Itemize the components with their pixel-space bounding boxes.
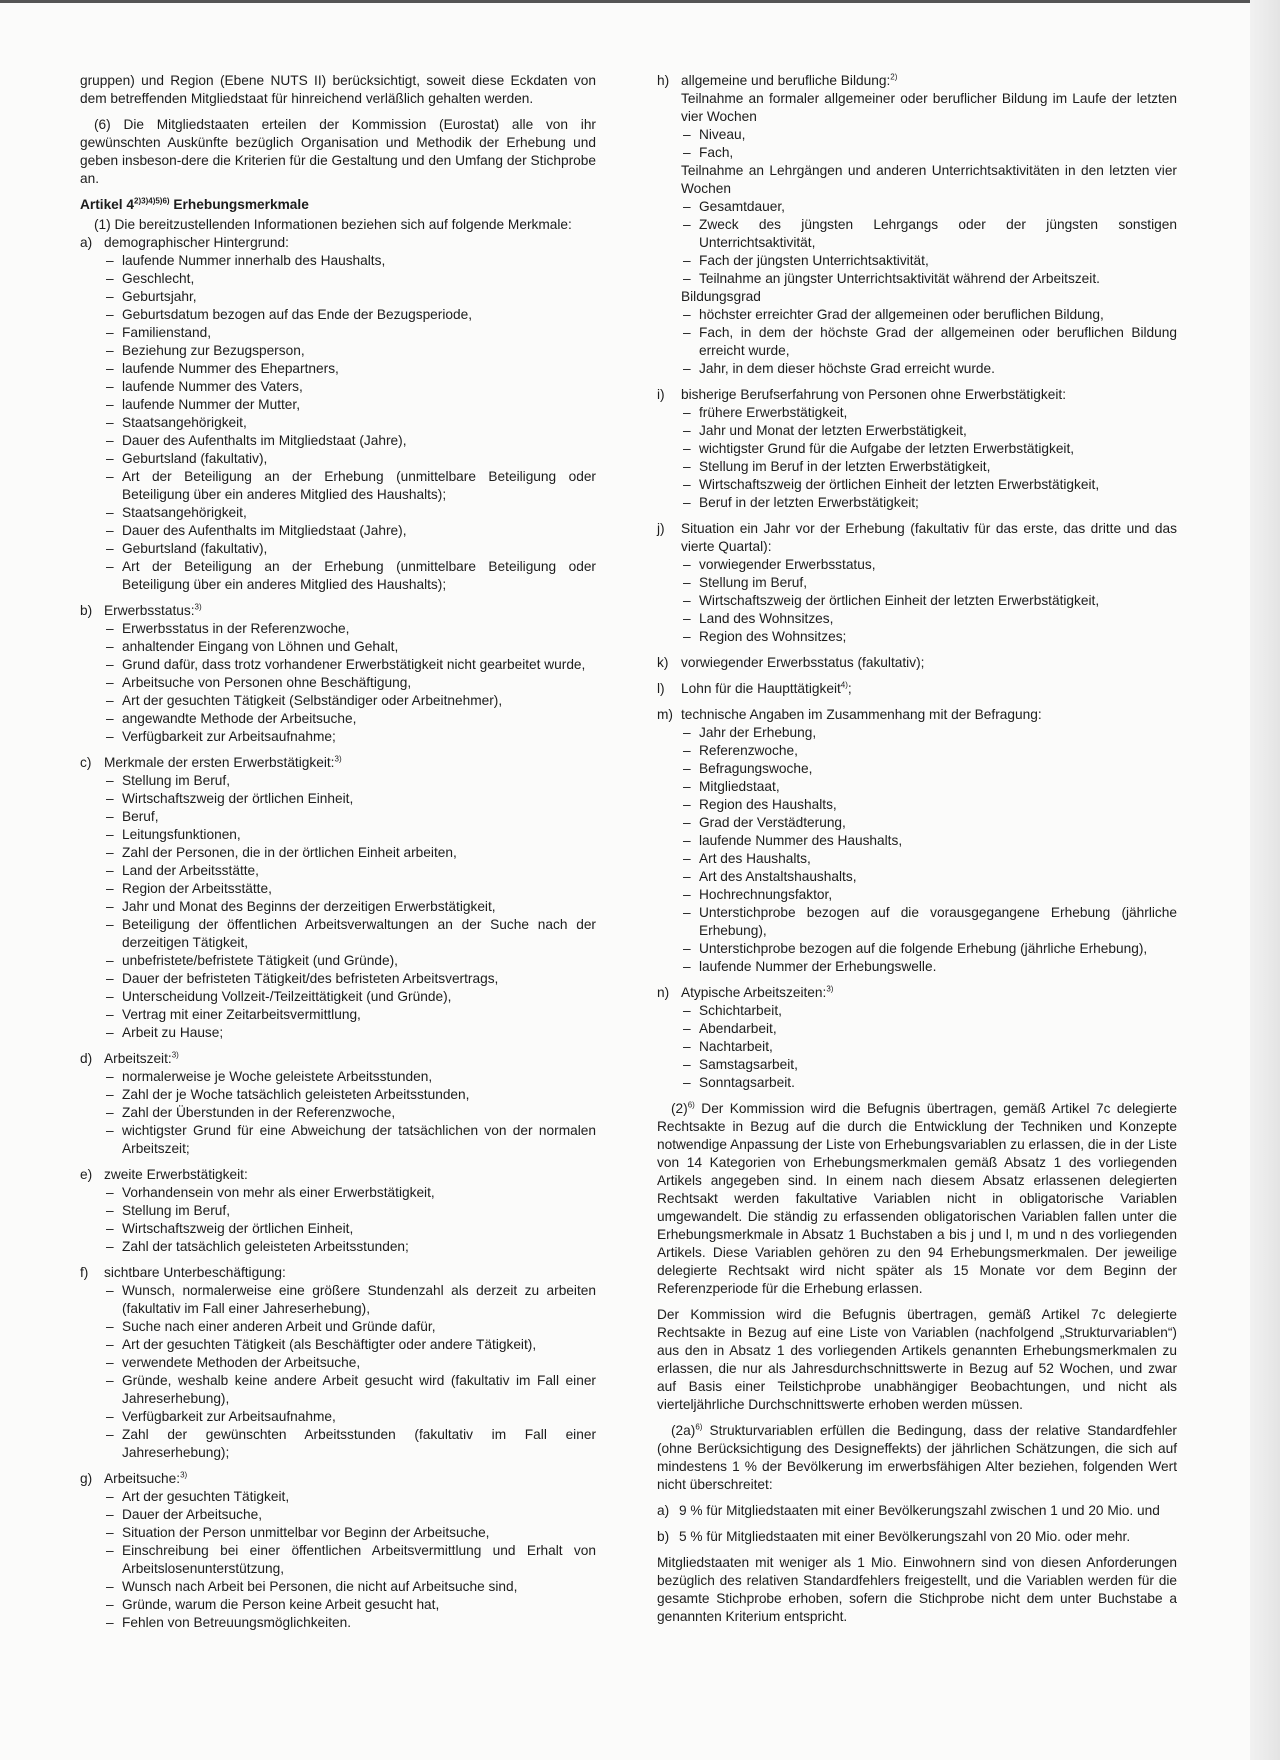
dash-list [681, 556, 1177, 646]
footnote-ref: 3) [334, 754, 342, 764]
dash-list [104, 1282, 596, 1462]
item-title-text: Atypische Arbeitszeiten: [681, 985, 827, 1000]
item-title-text: Situation ein Jahr vor der Erhebung (fakultativ für das erste, das dritte und das vierte Quartal): [681, 521, 1177, 554]
item-title [681, 72, 1177, 90]
list-item: – Zahl der gewünschten Arbeitsstunden (fakultativ im Fall einer Jahreserhebung); [104, 1426, 596, 1462]
list-item: – Art der Beteiligung an der Erhebung (unmittelbare Beteiligung oder Beteiligung über ein anderes Mitglied des Haushalts); [104, 558, 596, 594]
item-title [681, 386, 1177, 404]
item-title-text: Arbeitsuche: [104, 1471, 181, 1486]
item-title [681, 520, 1177, 556]
list-item: – Grund dafür, dass trotz vorhandener Erwerbstätigkeit nicht gearbeitet wurde, [104, 656, 596, 674]
list-item: – Art der gesuchten Tätigkeit (als Beschäftigter oder andere Tätigkeit), [104, 1336, 596, 1354]
item-title [681, 706, 1177, 724]
item-marker: e) [80, 1167, 93, 1182]
list-item: – Dauer der befristeten Tätigkeit/des befristeten Arbeitsvertrags, [104, 970, 596, 988]
condition-a [657, 1502, 1177, 1520]
list-item: – Fach, in dem der höchste Grad der allgemeinen oder beruflichen Bildung erreicht wurde, [681, 324, 1177, 360]
list-item: – Wunsch nach Arbeit bei Personen, die nicht auf Arbeitsuche sind, [104, 1578, 596, 1596]
right-column [657, 72, 1177, 1634]
item-marker: f) [80, 1265, 89, 1280]
list-item: – Unterstichprobe bezogen auf die vorausgegangene Erhebung (jährliche Erhebung), [681, 904, 1177, 940]
list-item: – verwendete Methoden der Arbeitsuche, [104, 1354, 596, 1372]
list-item: – Unterscheidung Vollzeit-/Teilzeittätigkeit (und Gründe), [104, 988, 596, 1006]
footnote-ref: 3) [180, 1470, 188, 1480]
list-item: – Stellung im Beruf, [681, 574, 1177, 592]
item-i [657, 386, 1177, 512]
scan-top-edge [0, 0, 1280, 3]
list-item: – Vorhandensein von mehr als einer Erwerbstätigkeit, [104, 1184, 596, 1202]
item-title [104, 1470, 596, 1488]
footnote-ref: 6) [687, 1100, 695, 1110]
paragraph-2 [657, 1100, 1177, 1298]
item-title-text: demographischer Hintergrund: [104, 235, 289, 250]
item-e [80, 1166, 596, 1256]
dash-list [104, 1488, 596, 1632]
list-item: – Abendarbeit, [681, 1020, 1177, 1038]
footnote-ref: 3) [826, 984, 834, 994]
article-footnotes: 2)3)4)5)6) [134, 196, 170, 206]
list-item: – Verfügbarkeit zur Arbeitsaufnahme, [104, 1408, 596, 1426]
item-l [657, 680, 1177, 698]
item-title [104, 602, 596, 620]
list-item: – Wirtschaftszweig der örtlichen Einheit, [104, 1220, 596, 1238]
list-item: – Stellung im Beruf, [104, 772, 596, 790]
list-item: – Fach, [681, 144, 1177, 162]
list-item: – Gesamtdauer, [681, 198, 1177, 216]
list-item: – Jahr und Monat des Beginns der derzeitigen Erwerbstätigkeit, [104, 898, 596, 916]
list-item: – Zahl der je Woche tatsächlich geleisteten Arbeitsstunden, [104, 1086, 596, 1104]
list-item: – Gründe, weshalb keine andere Arbeit gesucht wird (fakultativ im Fall einer Jahreserhebung), [104, 1372, 596, 1408]
footnote-ref: 4) [840, 680, 848, 690]
list-item: – Verfügbarkeit zur Arbeitsaufnahme; [104, 728, 596, 746]
item-title-text: bisherige Berufserfahrung von Personen ohne Erwerbstätigkeit: [681, 387, 1066, 402]
right-item-list [657, 386, 1177, 1092]
list-item: – unbefristete/befristete Tätigkeit (und Gründe), [104, 952, 596, 970]
list-item: – Unterstichprobe bezogen auf die folgende Erhebung (jährliche Erhebung), [681, 940, 1177, 958]
item-marker: b) [657, 1529, 670, 1544]
list-item: – Beruf in der letzten Erwerbstätigkeit; [681, 494, 1177, 512]
item-marker: m) [657, 707, 673, 722]
list-item: – Jahr, in dem dieser höchste Grad erreicht wurde. [681, 360, 1177, 378]
list-item: – Land der Arbeitsstätte, [104, 862, 596, 880]
list-item: – Gründe, warum die Person keine Arbeit gesucht hat, [104, 1596, 596, 1614]
list-item: – Region des Wohnsitzes; [681, 628, 1177, 646]
item-marker: g) [80, 1471, 93, 1486]
subheading: Teilnahme an formaler allgemeiner oder beruflicher Bildung im Laufe der letzten vier Wochen [681, 91, 1177, 124]
item-marker: n) [657, 985, 670, 1000]
list-item: – Suche nach einer anderen Arbeit und Gründe dafür, [104, 1318, 596, 1336]
list-item: – Staatsangehörigkeit, [104, 414, 596, 432]
list-item: – Dauer des Aufenthalts im Mitgliedstaat (Jahre), [104, 522, 596, 540]
list-item: – Stellung im Beruf in der letzten Erwerbstätigkeit, [681, 458, 1177, 476]
paragraph-number: (2) [671, 1101, 688, 1116]
item-k [657, 654, 1177, 672]
list-item: – laufende Nummer innerhalb des Haushalts, [104, 252, 596, 270]
item-marker: d) [80, 1051, 93, 1066]
dash-list [104, 772, 596, 1042]
item-marker: k) [657, 655, 669, 670]
list-item: – Samstagsarbeit, [681, 1056, 1177, 1074]
footnote-ref: 3) [194, 602, 202, 612]
list-item: – Art der gesuchten Tätigkeit (Selbständiger oder Arbeitnehmer), [104, 692, 596, 710]
list-item: – wichtigster Grund für eine Abweichung der tatsächlichen von der normalen Arbeitszeit; [104, 1122, 596, 1158]
list-item: – Land des Wohnsitzes, [681, 610, 1177, 628]
list-item: – Fach der jüngsten Unterrichtsaktivität, [681, 252, 1177, 270]
item-b [80, 602, 596, 746]
list-item: – Mitgliedstaat, [681, 778, 1177, 796]
list-item: – Teilnahme an jüngster Unterrichtsaktivität während der Arbeitszeit. [681, 270, 1177, 288]
article-number: Artikel 4 [80, 197, 135, 212]
list-item: – Dauer des Aufenthalts im Mitgliedstaat (Jahre), [104, 432, 596, 450]
list-item: – Befragungswoche, [681, 760, 1177, 778]
final-paragraph: Mitgliedstaaten mit weniger als 1 Mio. Einwohnern sind von diesen Anforderungen bezüglich des relativen Standardfehlers freigestellt, und die Variablen werden für die gesamte Stichprobe erhoben, sofern die Stichprobe nicht dem unter Buchstabe a genannten Kriterium entspricht. [657, 1555, 1177, 1624]
item-title-text: sichtbare Unterbeschäftigung: [104, 1265, 286, 1280]
item-marker: c) [80, 755, 92, 770]
list-item: – Region der Arbeitsstätte, [104, 880, 596, 898]
left-item-list [80, 234, 596, 1632]
list-item: – Vertrag mit einer Zeitarbeitsvermittlung, [104, 1006, 596, 1024]
list-item: – angewandte Methode der Arbeitsuche, [104, 710, 596, 728]
item-m [657, 706, 1177, 976]
list-item: – Zahl der tatsächlich geleisteten Arbeitsstunden; [104, 1238, 596, 1256]
item-title [681, 654, 1177, 672]
dash-list [681, 724, 1177, 976]
dash-list [104, 1184, 596, 1256]
intro-paragraph: gruppen) und Region (Ebene NUTS II) berücksichtigt, soweit diese Eckdaten von dem betreffenden Mitgliedstaat für hinreichend verläßlich gehalten werden. [80, 73, 596, 106]
list-item: – Art des Haushalts, [681, 850, 1177, 868]
list-item: – Grad der Verstädterung, [681, 814, 1177, 832]
list-item: – Fehlen von Betreuungsmöglichkeiten. [104, 1614, 596, 1632]
list-item: – laufende Nummer des Ehepartners, [104, 360, 596, 378]
item-g [80, 1470, 596, 1632]
list-item: – Dauer der Arbeitsuche, [104, 1506, 596, 1524]
item-title-text: Merkmale der ersten Erwerbstätigkeit: [104, 755, 335, 770]
dash-list [681, 1002, 1177, 1092]
paragraph-1: (1) Die bereitzustellenden Informationen beziehen sich auf folgende Merkmale: [94, 217, 572, 232]
item-title [104, 1050, 596, 1068]
paragraph-text: Strukturvariablen erfüllen die Bedingung, dass der relative Standardfehler (ohne Berücksichtigung des Designeffekts) der jährlichen Schätzungen, die sich auf mindestens 1 % der Bevölkerung im erwerbsfähigen Alter beziehen, folgenden Wert nicht überschreitet: [657, 1423, 1177, 1492]
list-item: – normalerweise je Woche geleistete Arbeitsstunden, [104, 1068, 596, 1086]
list-item: – Wirtschaftszweig der örtlichen Einheit der letzten Erwerbstätigkeit, [681, 476, 1177, 494]
article-title: Erhebungsmerkmale [173, 197, 309, 212]
list-item: – laufende Nummer der Erhebungswelle. [681, 958, 1177, 976]
list-item: – Art des Anstaltshaushalts, [681, 868, 1177, 886]
item-title-text: allgemeine und berufliche Bildung: [681, 73, 891, 88]
list-item: – Jahr der Erhebung, [681, 724, 1177, 742]
list-item: – Beziehung zur Bezugsperson, [104, 342, 596, 360]
left-column [80, 72, 596, 1640]
item-d [80, 1050, 596, 1158]
subheading: Bildungsgrad [681, 289, 761, 304]
list-item: – Leitungsfunktionen, [104, 826, 596, 844]
item-marker: a) [657, 1503, 670, 1518]
list-item: – Einschreibung bei einer öffentlichen Arbeitsvermittlung und Erhalt von Arbeitslosenunterstützung, [104, 1542, 596, 1578]
list-item: – Beruf, [104, 808, 596, 826]
item-title-text: Arbeitszeit: [104, 1051, 172, 1066]
list-item: – Wirtschaftszweig der örtlichen Einheit der letzten Erwerbstätigkeit, [681, 592, 1177, 610]
item-title [681, 984, 1177, 1002]
list-item: – wichtigster Grund für die Aufgabe der letzten Erwerbstätigkeit, [681, 440, 1177, 458]
item-c [80, 754, 596, 1042]
list-item: – Staatsangehörigkeit, [104, 504, 596, 522]
dash-list [104, 1068, 596, 1158]
item-title [104, 1166, 596, 1184]
item-h [657, 72, 1177, 378]
subheading: Teilnahme an Lehrgängen und anderen Unterrichtsaktivitäten in den letzten vier Wochen [681, 163, 1177, 196]
list-item: – Erwerbsstatus in der Referenzwoche, [104, 620, 596, 638]
list-item: – Geburtsland (fakultativ), [104, 540, 596, 558]
item-marker: a) [80, 235, 93, 250]
item-marker: h) [657, 73, 670, 88]
item-marker: j) [657, 521, 665, 536]
item-a [80, 234, 596, 594]
paragraph-6: (6) Die Mitgliedstaaten erteilen der Kommission (Eurostat) alle von ihr gewünschten Auskünfte bezüglich Organisation und Methodik der Erhebung und geben insbeson-dere die Kriterien für die Gestaltung und den Umfang der Stichprobe an. [80, 117, 596, 186]
dash-list [681, 306, 1177, 378]
dash-list [104, 252, 596, 594]
list-item: – Wunsch, normalerweise eine größere Stundenzahl als derzeit zu arbeiten (fakultativ im Fall einer Jahreserhebung), [104, 1282, 596, 1318]
paragraph-number: (2a) [671, 1423, 696, 1438]
list-item: – Arbeit zu Hause; [104, 1024, 596, 1042]
list-item: – Nachtarbeit, [681, 1038, 1177, 1056]
item-marker: b) [80, 603, 93, 618]
scan-right-edge [1250, 0, 1280, 1760]
dash-list [681, 126, 1177, 162]
dash-list [681, 198, 1177, 288]
list-item: – Region des Haushalts, [681, 796, 1177, 814]
list-item: – Beteiligung der öffentlichen Arbeitsverwaltungen an der Suche nach der derzeitigen Tätigkeit, [104, 916, 596, 952]
item-title-text: Lohn für die Haupttätigkeit [681, 681, 841, 696]
list-item: – Wirtschaftszweig der örtlichen Einheit, [104, 790, 596, 808]
list-item: – Zahl der Personen, die in der örtlichen Einheit arbeiten, [104, 844, 596, 862]
list-item: – Geburtsjahr, [104, 288, 596, 306]
footnote-ref: 3) [171, 1050, 179, 1060]
item-title [681, 680, 1177, 698]
list-item: – höchster erreichter Grad der allgemeinen oder beruflichen Bildung, [681, 306, 1177, 324]
list-item: – Familienstand, [104, 324, 596, 342]
item-title [104, 1264, 596, 1282]
list-item: – Arbeitsuche von Personen ohne Beschäftigung, [104, 674, 596, 692]
footnote-ref: 2) [890, 72, 898, 82]
list-item: – Sonntagsarbeit. [681, 1074, 1177, 1092]
list-item: – Zweck des jüngsten Lehrgangs oder der jüngsten sonstigen Unterrichtsaktivität, [681, 216, 1177, 252]
list-item: – anhaltender Eingang von Löhnen und Gehalt, [104, 638, 596, 656]
dash-list [681, 404, 1177, 512]
footnote-ref: 6) [695, 1422, 703, 1432]
item-title [104, 234, 596, 252]
item-n [657, 984, 1177, 1092]
item-title-text: zweite Erwerbstätigkeit: [104, 1167, 248, 1182]
list-item: – Situation der Person unmittelbar vor Beginn der Arbeitsuche, [104, 1524, 596, 1542]
dash-list [104, 620, 596, 746]
list-item: – Zahl der Überstunden in der Referenzwoche, [104, 1104, 596, 1122]
list-item: – Art der Beteiligung an der Erhebung (unmittelbare Beteiligung oder Beteiligung über ein anderes Mitglied des Haushalts); [104, 468, 596, 504]
list-item: – Geburtsland (fakultativ), [104, 450, 596, 468]
item-f [80, 1264, 596, 1462]
list-item: – Geschlecht, [104, 270, 596, 288]
list-item: – frühere Erwerbstätigkeit, [681, 404, 1177, 422]
list-item: – Art der gesuchten Tätigkeit, [104, 1488, 596, 1506]
list-item: – Referenzwoche, [681, 742, 1177, 760]
condition-text: 9 % für Mitgliedstaaten mit einer Bevölkerungszahl zwischen 1 und 20 Mio. und [679, 1503, 1160, 1518]
list-item: – Geburtsdatum bezogen auf das Ende der Bezugsperiode, [104, 306, 596, 324]
item-title-text: vorwiegender Erwerbsstatus (fakultativ); [681, 655, 925, 670]
paragraph-2a [657, 1422, 1177, 1494]
list-item: – Stellung im Beruf, [104, 1202, 596, 1220]
item-marker: i) [657, 387, 665, 402]
list-item: – laufende Nummer der Mutter, [104, 396, 596, 414]
list-item: – vorwiegender Erwerbsstatus, [681, 556, 1177, 574]
item-marker: l) [657, 681, 665, 696]
condition-text: 5 % für Mitgliedstaaten mit einer Bevölkerungszahl von 20 Mio. oder mehr. [679, 1529, 1131, 1544]
list-item: – laufende Nummer des Vaters, [104, 378, 596, 396]
list-item: – Jahr und Monat der letzten Erwerbstätigkeit, [681, 422, 1177, 440]
paragraph-structural-variables: Der Kommission wird die Befugnis übertragen, gemäß Artikel 7c delegierte Rechtsakte in Bezug auf eine Liste von Variablen (nachfolgend „Strukturvariablen“) aus den in Absatz 1 des vorliegenden Artikels genannten Erhebungsmerkmalen zu erlassen, die nur als Jahresdurchschnittswerte in Bezug auf 52 Wochen, und zwar auf Basis einer Teilstichprobe unabhängiger Beobachtungen, und nicht als vierteljährliche Durchschnittswerte erhoben werden müssen. [657, 1307, 1177, 1412]
condition-b [657, 1528, 1177, 1546]
item-title-suffix: ; [847, 681, 852, 696]
list-item: – Hochrechnungsfaktor, [681, 886, 1177, 904]
item-title [104, 754, 596, 772]
list-item: – Niveau, [681, 126, 1177, 144]
item-title-text: technische Angaben im Zusammenhang mit der Befragung: [681, 707, 1042, 722]
list-item: – laufende Nummer des Haushalts, [681, 832, 1177, 850]
article-heading [80, 196, 596, 214]
paragraph-text: Der Kommission wird die Befugnis übertragen, gemäß Artikel 7c delegierte Rechtsakte in Bezug auf die durch die Entwicklung der Techniken und Konzepte notwendige Anpassung der Liste von Erhebungsvariablen zu erlassen, die in der Liste von 14 Kategorien von Erhebungsmerkmalen gemäß Absatz 1 des vorliegenden Artikels angegeben sind. In einem nach diesem Absatz erlassenen delegierten Rechtsakt werden fakultative Variablen nicht in obligatorische Variablen umgewandelt. Die ständig zu erfassenden obligatorischen Variablen fallen unter die Erhebungsmerkmale in Absatz 1 Buchstaben a bis j und l, m und n des vorliegenden Artikels. Diese Variablen gehören zu den 94 Erhebungsmerkmalen. Der jeweilige delegierte Rechtsakt wird nicht später als 15 Monate vor dem Beginn der Referenzperiode für die Erhebung erlassen. [657, 1101, 1177, 1296]
list-item: – Schichtarbeit, [681, 1002, 1177, 1020]
item-j [657, 520, 1177, 646]
item-title-text: Erwerbsstatus: [104, 603, 195, 618]
